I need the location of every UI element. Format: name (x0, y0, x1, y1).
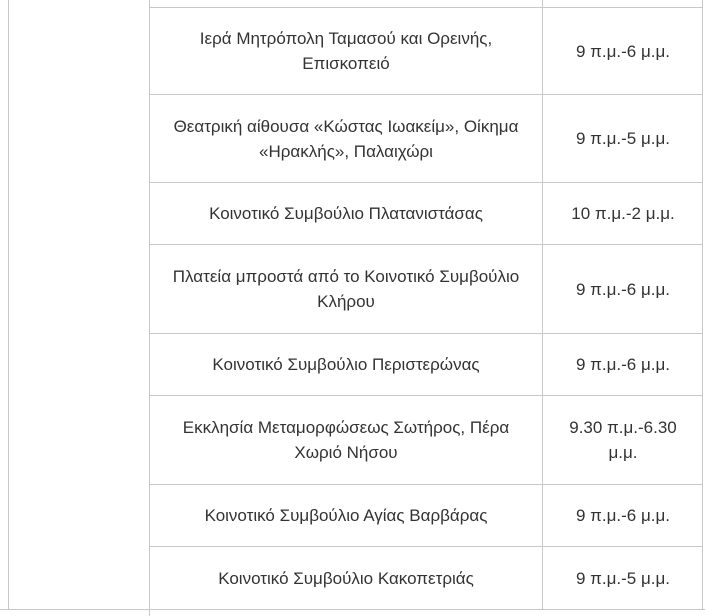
location-cell: Κοινοτικό Συμβούλιο Περιστερώνας (212, 355, 480, 374)
location-cell: Θεατρική αίθουσα «Κώστας Ιωακείμ», Οίκημα «Ηρακλής», Παλαιχώρι (173, 116, 519, 161)
hours-cell: 9 π.μ.-6 μ.μ. (575, 506, 671, 525)
table-border-bottom (0, 609, 705, 610)
table-row (151, 95, 541, 182)
location-cell: Ιερά Μητρόπολη Ταμασού και Ορεινής, Επισκοπειό (199, 29, 493, 73)
table-row (544, 485, 702, 546)
location-cell: Εκκλησία Μεταμορφώσεως Σωτήρος, Πέρα Χωριό Νήσου (182, 418, 510, 462)
hours-cell: 9 π.μ.-6 μ.μ. (575, 279, 671, 299)
table-row (151, 396, 541, 484)
column-divider (542, 0, 543, 610)
table-row (544, 183, 702, 244)
hours-cell: 9.30 π.μ.-6.30 μ.μ. (569, 418, 677, 462)
column-divider (149, 0, 150, 616)
table-row (151, 183, 541, 244)
hours-cell: 9 π.μ.-6 μ.μ. (575, 355, 671, 374)
table-row (544, 334, 702, 395)
hours-cell: 9 π.μ.-5 μ.μ. (575, 129, 671, 148)
table-row (151, 245, 541, 333)
table-row (151, 8, 541, 94)
table-row (544, 547, 702, 609)
table-row (544, 95, 702, 182)
table-border-left (8, 0, 9, 610)
table-row (544, 245, 702, 333)
hours-cell: 9 π.μ.-6 μ.μ. (575, 41, 671, 61)
location-cell: Κοινοτικό Συμβούλιο Πλατανιστάσας (209, 204, 483, 223)
table-row (151, 547, 541, 609)
location-cell: Πλατεία μπροστά από το Κοινοτικό Συμβούλιο Κλήρου (172, 267, 520, 311)
table-row (151, 334, 541, 395)
location-cell: Κοινοτικό Συμβούλιο Αγίας Βαρβάρας (204, 506, 488, 525)
table-row (544, 396, 702, 484)
location-cell: Κοινοτικό Συμβούλιο Κακοπετριάς (218, 568, 474, 588)
table-row (151, 485, 541, 546)
table-row (544, 8, 702, 94)
hours-cell: 9 π.μ.-5 μ.μ. (575, 568, 671, 588)
hours-cell: 10 π.μ.-2 μ.μ. (571, 204, 675, 223)
table-border-right (702, 0, 703, 610)
